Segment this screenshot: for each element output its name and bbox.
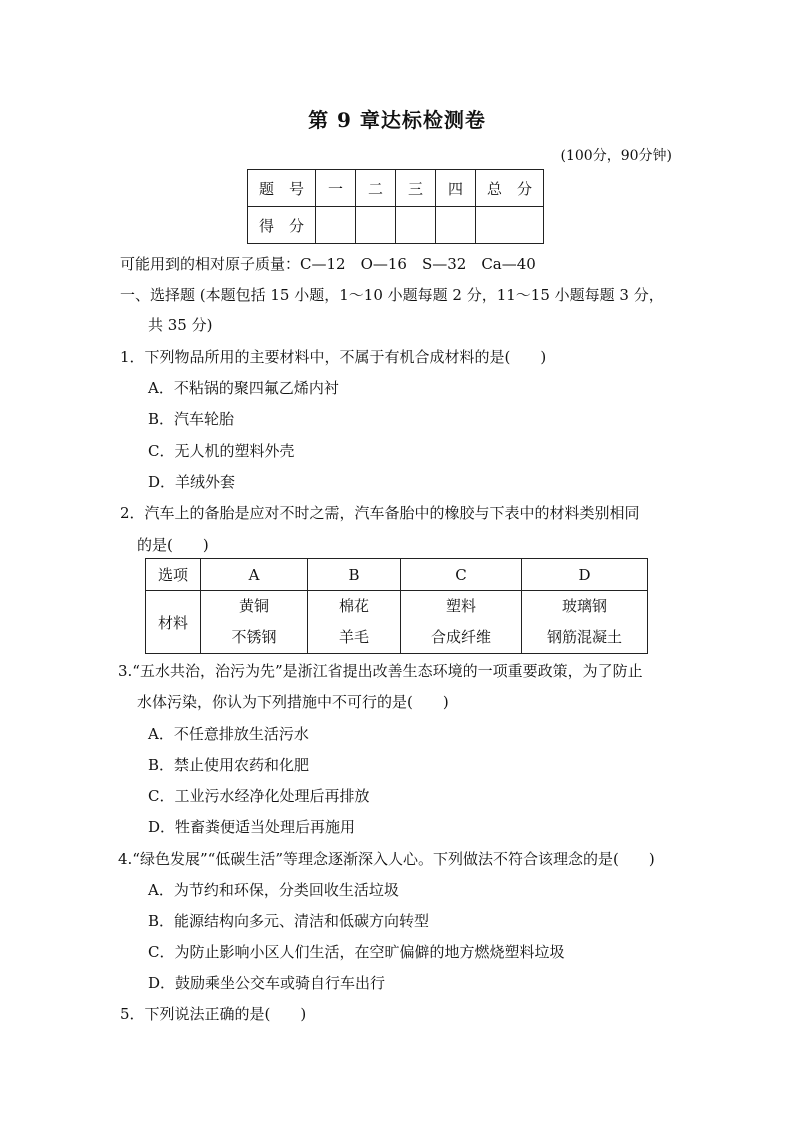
material-table-header-row bbox=[146, 559, 648, 591]
question-4-option-a: A．为节约和环保，分类回收生活垃圾 bbox=[148, 881, 399, 899]
score-table-score-row bbox=[248, 207, 544, 244]
material-item: 钢筋混凝土 bbox=[546, 628, 622, 646]
score-cell bbox=[476, 207, 544, 244]
question-1-option-a: A．不粘锅的聚四氟乙烯内衬 bbox=[148, 379, 339, 397]
score-time-info: (100分，90分钟) bbox=[560, 148, 672, 164]
score-cell bbox=[396, 207, 436, 244]
material-table-header-cell: C bbox=[401, 559, 522, 591]
question-3-option-a: A．不任意排放生活污水 bbox=[148, 725, 309, 743]
question-2-stem: 2．汽车上的备胎是应对不时之需，汽车备胎中的橡胶与下表中的材料类别相同 bbox=[120, 504, 640, 522]
question-3-stem: 3.“五水共治，治污为先”是浙江省提出改善生态环境的一项重要政策，为了防止 bbox=[118, 662, 643, 680]
question-1-option-c: C．无人机的塑料外壳 bbox=[148, 442, 295, 460]
material-cell-b bbox=[308, 591, 401, 654]
material-item: 羊毛 bbox=[338, 628, 369, 646]
score-table-header-cell: 总 分 bbox=[476, 170, 544, 207]
material-cell-a bbox=[201, 591, 308, 654]
page-title: 第 9 章达标检测卷 bbox=[308, 108, 486, 132]
score-table-header-cell: 二 bbox=[356, 170, 396, 207]
score-table-row-label: 得 分 bbox=[248, 207, 316, 244]
score-cell bbox=[436, 207, 476, 244]
section-heading: 一、选择题 (本题包括 15 小题，1～10 小题每题 2 分，11～15 小题每题 3 分， bbox=[120, 286, 664, 304]
question-1-option-b: B．汽车轮胎 bbox=[148, 410, 235, 428]
material-table-header-cell: B bbox=[308, 559, 401, 591]
material-item: 棉花 bbox=[338, 597, 369, 615]
question-3-stem-cont: 水体污染，你认为下列措施中不可行的是( ) bbox=[137, 693, 449, 711]
material-item: 合成纤维 bbox=[430, 628, 491, 646]
material-table-header-cell: 选项 bbox=[146, 559, 201, 591]
question-3-option-c: C．工业污水经净化处理后再排放 bbox=[148, 787, 370, 805]
score-table-header-cell: 三 bbox=[396, 170, 436, 207]
material-cell-c bbox=[401, 591, 522, 654]
material-item: 黄铜 bbox=[238, 597, 269, 615]
question-4-option-c: C．为防止影响小区人们生活，在空旷偏僻的地方燃烧塑料垃圾 bbox=[148, 943, 565, 961]
question-4-option-b: B．能源结构向多元、清洁和低碳方向转型 bbox=[148, 912, 430, 930]
material-item: 不锈钢 bbox=[231, 628, 277, 646]
score-cell bbox=[356, 207, 396, 244]
section-heading-cont: 共 35 分) bbox=[148, 316, 213, 334]
question-2-stem-cont: 的是( ) bbox=[137, 536, 209, 554]
question-5-stem: 5．下列说法正确的是( ) bbox=[120, 1005, 307, 1023]
question-1-option-d: D．羊绒外套 bbox=[148, 473, 236, 491]
material-cell-d bbox=[522, 591, 648, 654]
score-table-header-cell: 四 bbox=[436, 170, 476, 207]
material-table-header-cell: A bbox=[201, 559, 308, 591]
score-table-header-cell: 一 bbox=[316, 170, 356, 207]
atomic-mass-note: 可能用到的相对原子质量：C—12 O—16 S—32 Ca—40 bbox=[120, 255, 536, 273]
material-table bbox=[145, 558, 648, 654]
question-4-stem: 4.“绿色发展”“低碳生活”等理念逐渐深入人心。下列做法不符合该理念的是( ) bbox=[118, 850, 655, 868]
question-4-option-d: D．鼓励乘坐公交车或骑自行车出行 bbox=[148, 974, 386, 992]
material-table-header-cell: D bbox=[522, 559, 648, 591]
material-table-row-label: 材料 bbox=[146, 591, 201, 654]
material-item: 玻璃钢 bbox=[561, 597, 607, 615]
score-table-header-cell: 题 号 bbox=[248, 170, 316, 207]
question-3-option-b: B．禁止使用农药和化肥 bbox=[148, 756, 310, 774]
question-1-stem: 1．下列物品所用的主要材料中，不属于有机合成材料的是( ) bbox=[120, 348, 547, 366]
material-table-row bbox=[146, 591, 648, 654]
question-3-option-d: D．牲畜粪便适当处理后再施用 bbox=[148, 818, 356, 836]
material-item: 塑料 bbox=[445, 597, 476, 615]
score-cell bbox=[316, 207, 356, 244]
score-table bbox=[247, 169, 544, 244]
score-table-header-row bbox=[248, 170, 544, 207]
